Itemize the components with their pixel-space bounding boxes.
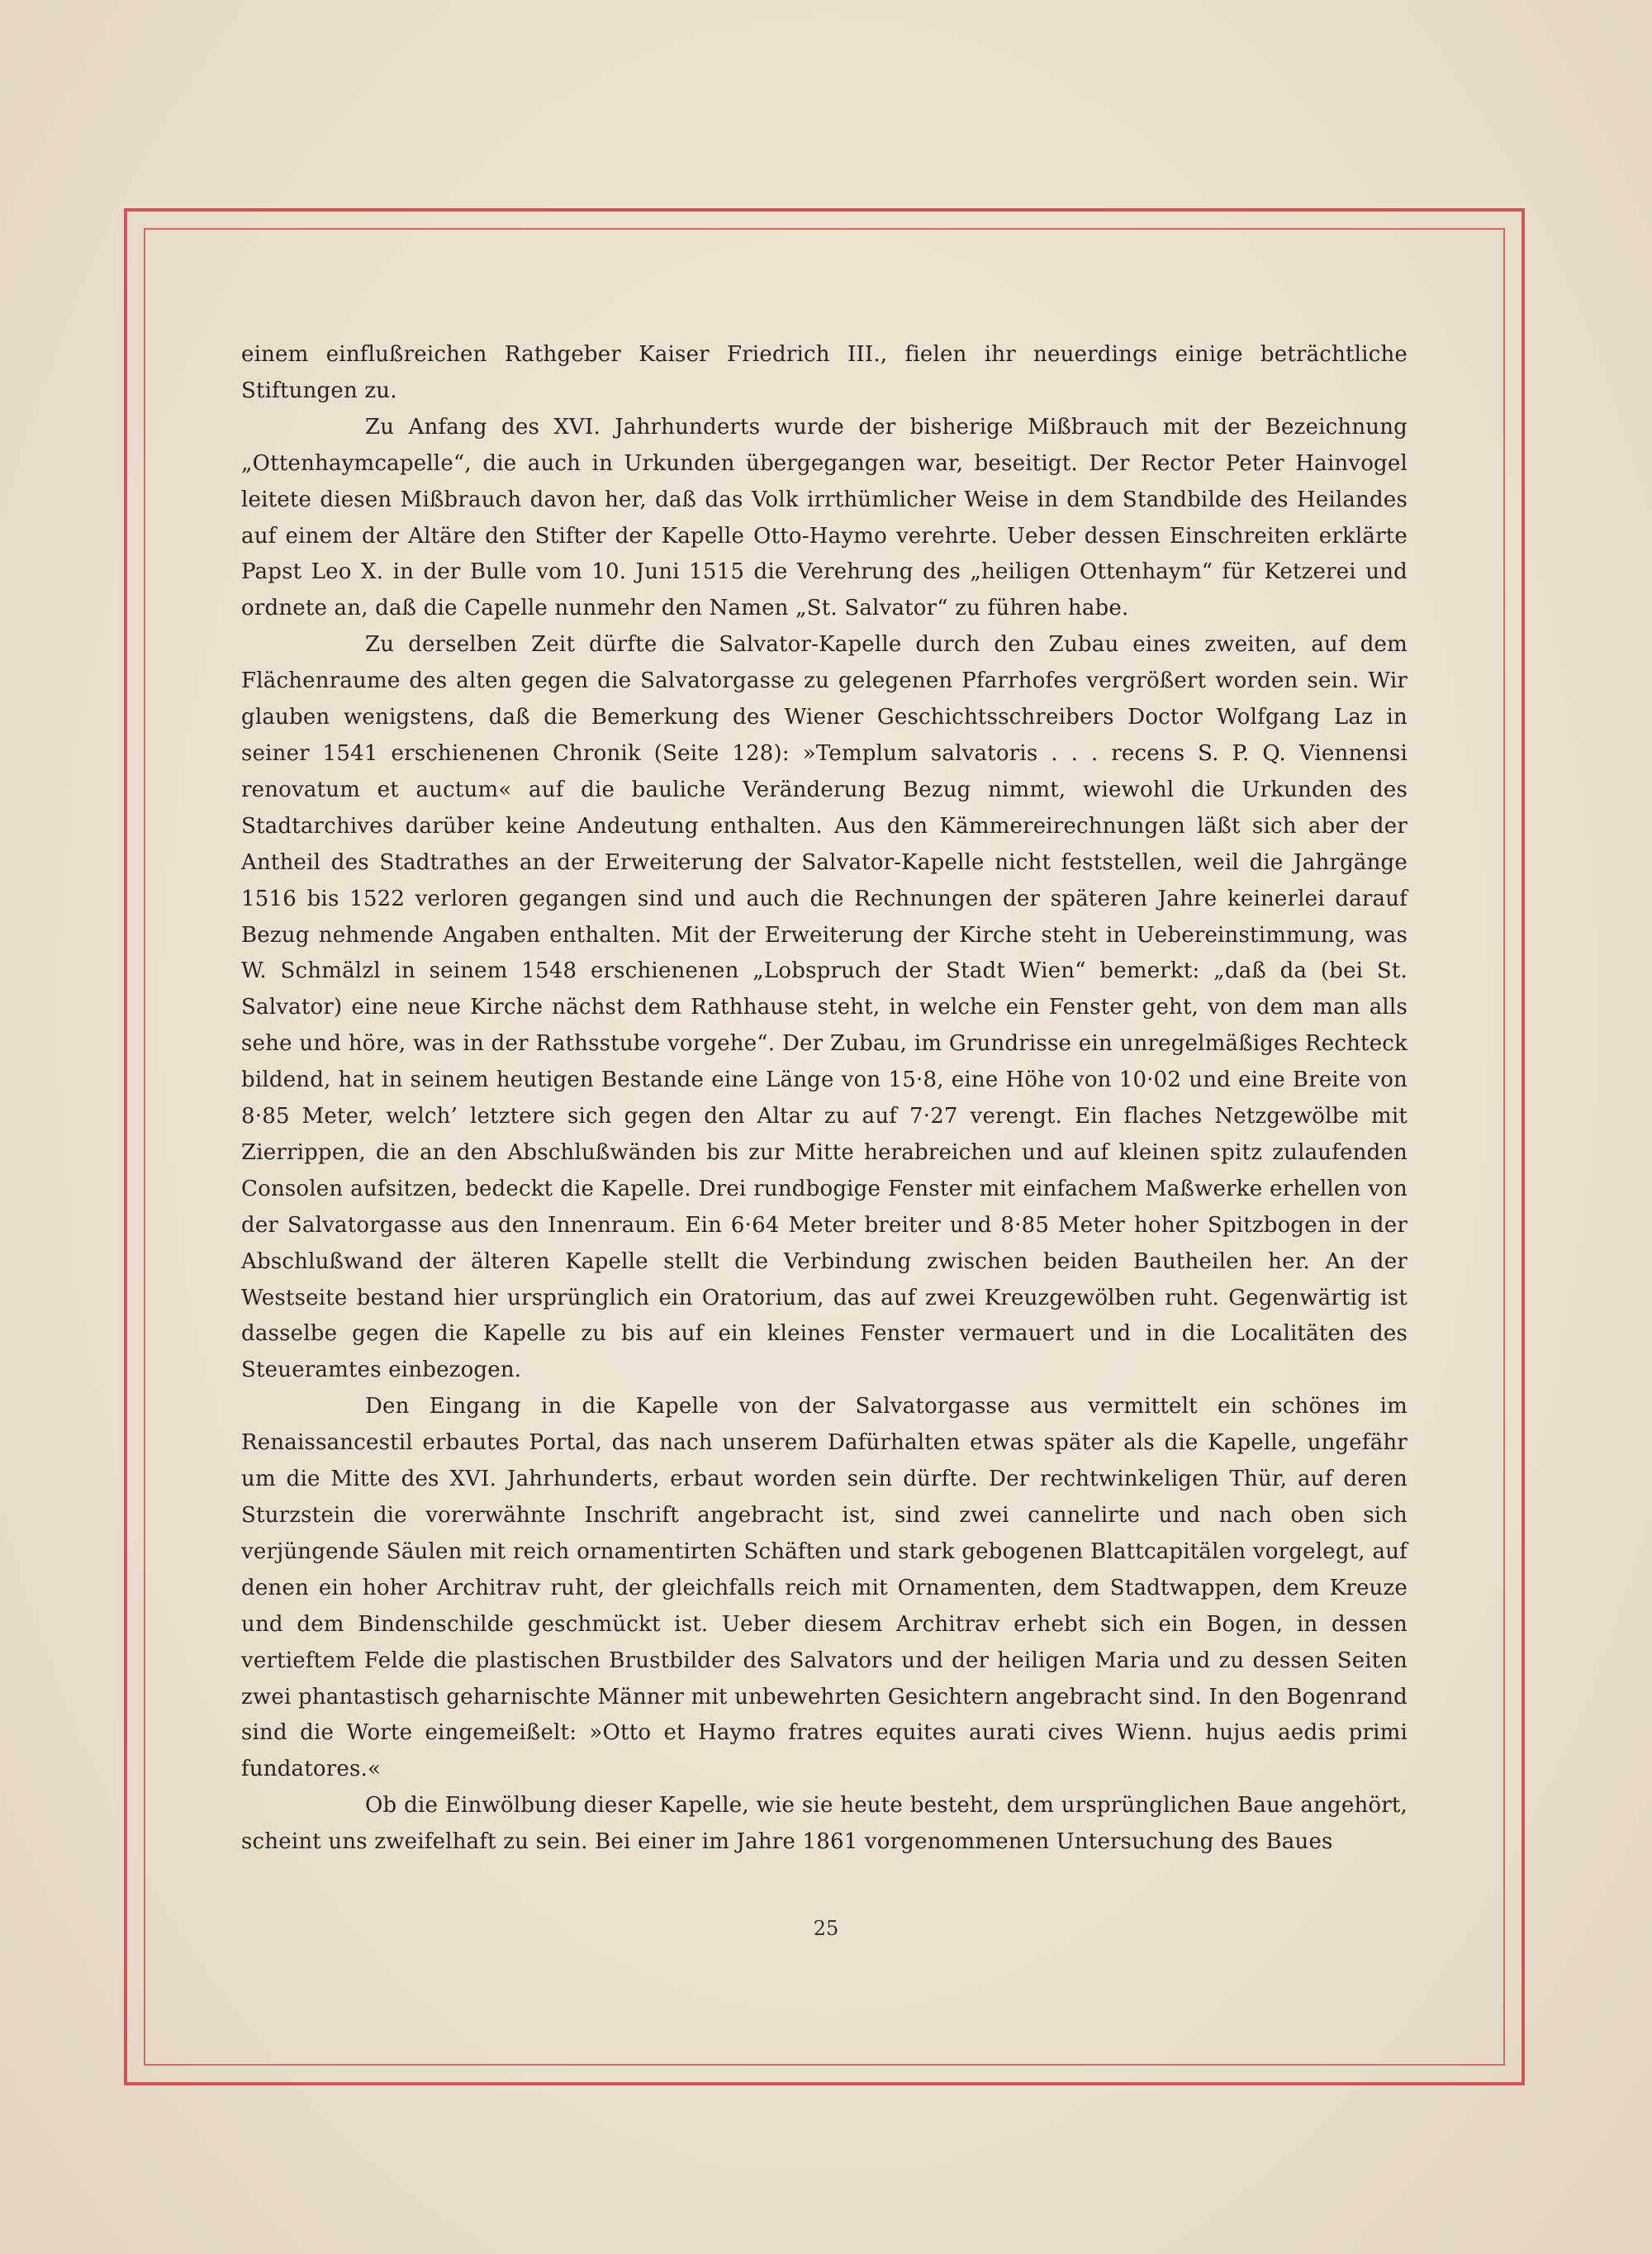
paragraph-2: Zu Anfang des XVI. Jahrhunderts wurde der bisherige Mißbrauch mit der Bezeichnung „Ottenhaymcapelle“, die auch in Urkunden übergegangen war, beseitigt. Der Rector Peter Hainvogel leitete diesen Mißbrauch davon her, daß das Volk irrthümlicher Weise in dem Standbilde des Heilandes auf einem der Altäre den Stifter der Kapelle Otto-Haymo verehrte. Ueber dessen Einschreiten erklärte Papst Leo X. in der Bulle vom 10. Juni 1515 die Verehrung des „heiligen Ottenhaym“ für Ketzerei und ordnete an, daß die Capelle nunmehr den Namen „St. Salvator“ zu führen habe. — [241, 414, 1408, 621]
page-number: 25 — [813, 1917, 839, 1940]
paragraph-3: Zu derselben Zeit dürfte die Salvator-Kapelle durch den Zubau eines zweiten, auf dem Flächenraume des alten gegen die Salvatorgasse zu gelegenen Pfarrhofes vergrößert worden sein. Wir glauben wenigstens, daß die Bemerkung des Wiener Geschichtsschreibers Doctor Wolfgang Laz in seiner 1541 erschienenen Chronik (Seite 128): »Templum salvatoris . . . recens S. P. Q. Viennensi renovatum et auctum« auf die bauliche Veränderung Bezug nimmt, wiewohl die Urkunden des Stadtarchives darüber keine Andeutung enthalten. Aus den Kämmereirechnungen läßt sich aber der Antheil des Stadtrathes an der Erweiterung der Salvator-Kapelle nicht feststellen, weil die Jahrgänge 1516 bis 1522 verloren gegangen sind und auch die Rechnungen der späteren Jahre keinerlei darauf Bezug nehmende Angaben enthalten. Mit der Erweiterung der Kirche steht in Uebereinstimmung, was W. Schmälzl in seinem 1548 erschienenen „Lobspruch der Stadt Wien“ bemerkt: „daß da (bei St. Salvator) eine neue Kirche nächst dem Rathhause steht, in welche ein Fenster geht, von dem man alls sehe und höre, was in der Rathsstube vorgehe“. Der Zubau, im Grundrisse ein unregelmäßiges Rechteck bildend, hat in seinem heutigen Bestande eine Länge von 15·8, eine Höhe von 10·02 und eine Breite von 8·85 Meter, welch’ letztere sich gegen den Altar zu auf 7·27 verengt. Ein flaches Netzgewölbe mit Zierrippen, die an den Abschlußwänden bis zur Mitte herabreichen und auf kleinen spitz zulaufenden Consolen aufsitzen, bedeckt die Kapelle. Drei rundbogige Fenster mit einfachem Maßwerke erhellen von der Salvatorgasse aus den Innenraum. Ein 6·64 Meter breiter und 8·85 Meter hoher Spitzbogen in der Abschlußwand der älteren Kapelle stellt die Verbindung zwischen beiden Bautheilen her. An der Westseite bestand hier ursprünglich ein Oratorium, das auf zwei Kreuzgewölben ruht. Gegenwärtig ist dasselbe gegen die Kapelle zu bis auf ein kleines Fenster vermauert und in die Localitäten des Steueramtes einbezogen. — [241, 632, 1408, 1383]
body-text — [241, 337, 1408, 1861]
paragraph-4: Den Eingang in die Kapelle von der Salvatorgasse aus vermittelt ein schönes im Renaissancestil erbautes Portal, das nach unserem Dafürhalten etwas später als die Kapelle, ungefähr um die Mitte des XVI. Jahrhunderts, erbaut worden sein dürfte. Der rechtwinkeligen Thür, auf deren Sturzstein die vorerwähnte Inschrift angebracht ist, sind zwei cannelirte und nach oben sich verjüngende Säulen mit reich ornamentirten Schäften und stark gebogenen Blattcapitälen vorgelegt, auf denen ein hoher Architrav ruht, der gleichfalls reich mit Ornamenten, dem Stadtwappen, dem Kreuze und dem Bindenschilde geschmückt ist. Ueber diesem Architrav erhebt sich ein Bogen, in dessen vertieftem Felde die plastischen Brustbilder des Salvators und der heiligen Maria und zu dessen Seiten zwei phantastisch geharnischte Männer mit unbewehrten Gesichtern angebracht sind. In den Bogenrand sind die Worte eingemeißelt: »Otto et Haymo fratres equites aurati cives Wienn. hujus aedis primi fundatores.« — [241, 1394, 1408, 1782]
paragraph-5: Ob die Einwölbung dieser Kapelle, wie sie heute besteht, dem ursprünglichen Baue angehört, scheint uns zweifelhaft zu sein. Bei einer im Jahre 1861 vorgenommenen Untersuchung des Baues — [241, 1793, 1408, 1855]
paragraph-1: einem einflußreichen Rathgeber Kaiser Friedrich III., fielen ihr neuerdings einige beträchtliche Stiftungen zu. — [241, 342, 1408, 403]
